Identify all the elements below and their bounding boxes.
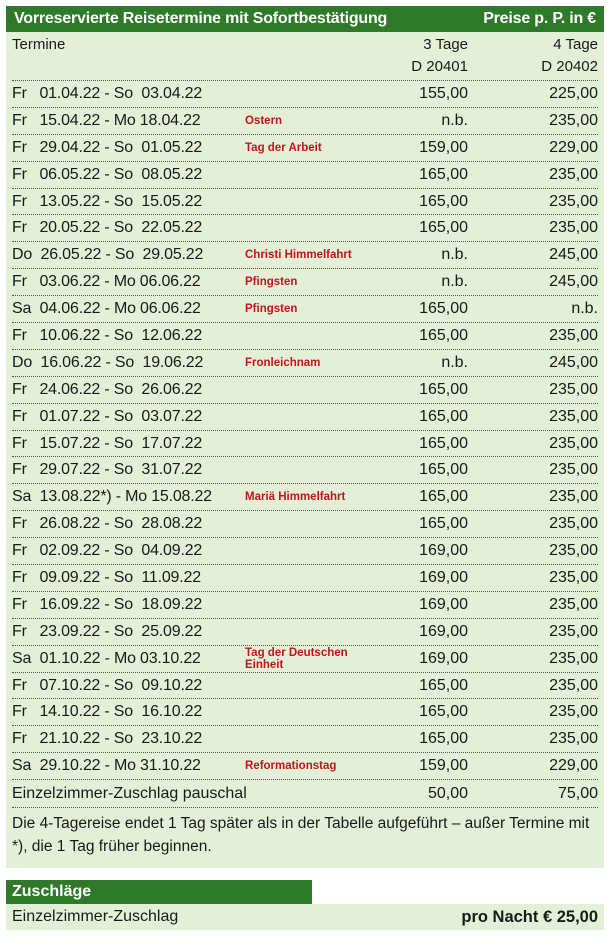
col-3tage-label: 3 Tage <box>423 36 468 53</box>
row-price-4tage: 245,00 <box>549 246 598 264</box>
row-date: Fr 14.10.22 - So 16.10.22 <box>12 703 203 721</box>
row-date: Fr 03.06.22 - Mo 06.06.22 <box>12 273 201 291</box>
row-date: Fr 09.09.22 - So 11.09.22 <box>12 568 201 586</box>
price-note: Preise p. P. in € <box>483 10 596 27</box>
row-price-4tage: 235,00 <box>549 730 598 748</box>
row-holiday: Reformationstag <box>245 760 337 773</box>
table-row <box>12 699 598 726</box>
dates-table <box>6 32 604 868</box>
table-row <box>12 538 598 565</box>
row-date: Fr 24.06.22 - So 26.06.22 <box>12 380 203 398</box>
table-row <box>12 108 598 135</box>
row-price-4tage: 235,00 <box>549 434 598 452</box>
table-header <box>12 32 598 81</box>
zuschlaege-row <box>6 904 604 930</box>
row-price-4tage: 235,00 <box>549 595 598 613</box>
table-row <box>12 726 598 753</box>
table-row <box>12 484 598 511</box>
row-holiday: Christi Himmelfahrt <box>245 249 352 262</box>
row-price-3tage: 169,00 <box>419 649 468 667</box>
row-price-3tage: 165,00 <box>419 407 468 425</box>
row-date: Fr 16.09.22 - So 18.09.22 <box>12 595 203 613</box>
row-date: Fr 20.05.22 - So 22.05.22 <box>12 219 203 237</box>
table-row <box>12 565 598 592</box>
row-price-4tage: 235,00 <box>549 111 598 129</box>
table-row <box>12 457 598 484</box>
row-price-3tage: 169,00 <box>419 622 468 640</box>
row-date: Sa 13.08.22*) - Mo 15.08.22 <box>12 488 212 506</box>
row-date: Fr 01.07.22 - So 03.07.22 <box>12 407 203 425</box>
row-date: Fr 01.04.22 - So 03.04.22 <box>12 84 203 102</box>
row-holiday: Ostern <box>245 114 283 127</box>
row-date: Sa 29.10.22 - Mo 31.10.22 <box>12 757 201 775</box>
row-price-3tage: 165,00 <box>419 488 468 506</box>
row-date: Fr 29.07.22 - So 31.07.22 <box>12 461 203 479</box>
table-row <box>12 673 598 700</box>
table-row <box>12 269 598 296</box>
row-holiday: Tag der Arbeit <box>245 141 322 154</box>
row-price-3tage: n.b. <box>441 246 468 264</box>
row-price-4tage: 235,00 <box>549 407 598 425</box>
row-price-3tage: 159,00 <box>419 757 468 775</box>
row-price-3tage: 169,00 <box>419 542 468 560</box>
row-date: Fr 13.05.22 - So 15.05.22 <box>12 192 203 210</box>
row-price-3tage: 169,00 <box>419 595 468 613</box>
table-row <box>12 511 598 538</box>
row-price-4tage: 245,00 <box>549 353 598 371</box>
col-3tage-header <box>368 34 468 78</box>
table-body <box>12 81 598 780</box>
row-price-4tage: 235,00 <box>549 165 598 183</box>
zuschlaege-section <box>6 880 604 930</box>
row-price-3tage: n.b. <box>441 353 468 371</box>
row-price-3tage: 165,00 <box>419 380 468 398</box>
price-sheet <box>6 6 604 930</box>
table-row <box>12 377 598 404</box>
row-price-3tage: 165,00 <box>419 219 468 237</box>
table-row <box>12 592 598 619</box>
table-row <box>12 296 598 323</box>
row-price-4tage: 229,00 <box>549 138 598 156</box>
row-price-4tage: 235,00 <box>549 488 598 506</box>
row-price-3tage: 155,00 <box>419 84 468 102</box>
row-price-4tage: n.b. <box>571 300 598 318</box>
row-price-4tage: 235,00 <box>549 192 598 210</box>
row-holiday: Fronleichnam <box>245 356 321 369</box>
row-price-3tage: 165,00 <box>419 676 468 694</box>
table-row <box>12 323 598 350</box>
zuschlaege-label: Einzelzimmer-Zuschlag <box>12 908 179 926</box>
row-date: Fr 15.04.22 - Mo 18.04.22 <box>12 111 201 129</box>
row-date: Fr 02.09.22 - So 04.09.22 <box>12 542 203 560</box>
row-date: Sa 04.06.22 - Mo 06.06.22 <box>12 300 201 318</box>
row-price-4tage: 245,00 <box>549 273 598 291</box>
table-row <box>12 81 598 108</box>
row-date: Do 16.06.22 - So 19.06.22 <box>12 353 204 371</box>
title-bar <box>6 6 604 32</box>
row-price-3tage: 165,00 <box>419 192 468 210</box>
row-date: Fr 07.10.22 - So 09.10.22 <box>12 676 203 694</box>
row-price-4tage: 235,00 <box>549 219 598 237</box>
row-date: Sa 01.10.22 - Mo 03.10.22 <box>12 649 201 667</box>
row-date: Fr 23.09.22 - So 25.09.22 <box>12 622 203 640</box>
row-price-3tage: n.b. <box>441 273 468 291</box>
row-price-4tage: 235,00 <box>549 703 598 721</box>
row-price-3tage: 165,00 <box>419 434 468 452</box>
row-holiday: Pfingsten <box>245 276 298 289</box>
footnote: Die 4-Tagereise endet 1 Tag später als in der Tabelle aufgeführt – außer Termine mit *), die 1 Tag früher beginnen. <box>12 815 590 856</box>
table-row <box>12 189 598 216</box>
row-date: Fr 29.04.22 - So 01.05.22 <box>12 138 203 156</box>
row-price-3tage: 165,00 <box>419 326 468 344</box>
surcharge-4tage: 75,00 <box>557 784 598 802</box>
row-price-4tage: 235,00 <box>549 622 598 640</box>
table-row <box>12 135 598 162</box>
row-price-3tage: n.b. <box>441 111 468 129</box>
row-holiday: Mariä Himmelfahrt <box>245 491 346 504</box>
table-row <box>12 646 598 673</box>
row-price-4tage: 235,00 <box>549 461 598 479</box>
col-3tage-code: D 20401 <box>411 58 468 75</box>
row-price-4tage: 225,00 <box>549 84 598 102</box>
row-price-3tage: 165,00 <box>419 461 468 479</box>
row-date: Fr 15.07.22 - So 17.07.22 <box>12 434 203 452</box>
col-4tage-label: 4 Tage <box>553 36 598 53</box>
row-date: Fr 21.10.22 - So 23.10.22 <box>12 730 203 748</box>
table-row <box>12 162 598 189</box>
row-price-3tage: 165,00 <box>419 165 468 183</box>
col-4tage-header <box>468 34 598 78</box>
row-price-4tage: 235,00 <box>549 380 598 398</box>
table-row <box>12 350 598 377</box>
row-price-4tage: 235,00 <box>549 326 598 344</box>
row-price-3tage: 165,00 <box>419 515 468 533</box>
zuschlaege-price: pro Nacht € 25,00 <box>461 907 598 926</box>
table-row <box>12 404 598 431</box>
row-price-4tage: 235,00 <box>549 676 598 694</box>
row-holiday: Tag der Deutschen Einheit <box>245 646 348 671</box>
row-date: Do 26.05.22 - So 29.05.22 <box>12 246 204 264</box>
table-row <box>12 215 598 242</box>
row-date: Fr 06.05.22 - So 08.05.22 <box>12 165 203 183</box>
row-price-4tage: 235,00 <box>549 542 598 560</box>
row-price-3tage: 165,00 <box>419 730 468 748</box>
table-row <box>12 619 598 646</box>
col-termine-header: Termine <box>12 36 66 53</box>
row-price-3tage: 169,00 <box>419 568 468 586</box>
table-row <box>12 242 598 269</box>
row-price-3tage: 165,00 <box>419 300 468 318</box>
row-price-4tage: 235,00 <box>549 515 598 533</box>
row-price-3tage: 159,00 <box>419 138 468 156</box>
col-4tage-code: D 20402 <box>541 58 598 75</box>
row-price-3tage: 165,00 <box>419 703 468 721</box>
row-price-4tage: 235,00 <box>549 568 598 586</box>
row-date: Fr 26.08.22 - So 28.08.22 <box>12 515 203 533</box>
row-date: Fr 10.06.22 - So 12.06.22 <box>12 326 203 344</box>
page-title: Vorreservierte Reisetermine mit Sofortbestätigung <box>14 10 388 27</box>
surcharge-label: Einzelzimmer-Zuschlag pauschal <box>12 784 247 802</box>
zuschlaege-title: Zuschläge <box>6 880 312 904</box>
table-row <box>12 431 598 458</box>
surcharge-3tage: 50,00 <box>427 784 468 802</box>
table-row <box>12 753 598 780</box>
single-room-surcharge-row <box>12 780 598 808</box>
row-price-4tage: 229,00 <box>549 757 598 775</box>
row-price-4tage: 235,00 <box>549 649 598 667</box>
row-holiday: Pfingsten <box>245 303 298 316</box>
